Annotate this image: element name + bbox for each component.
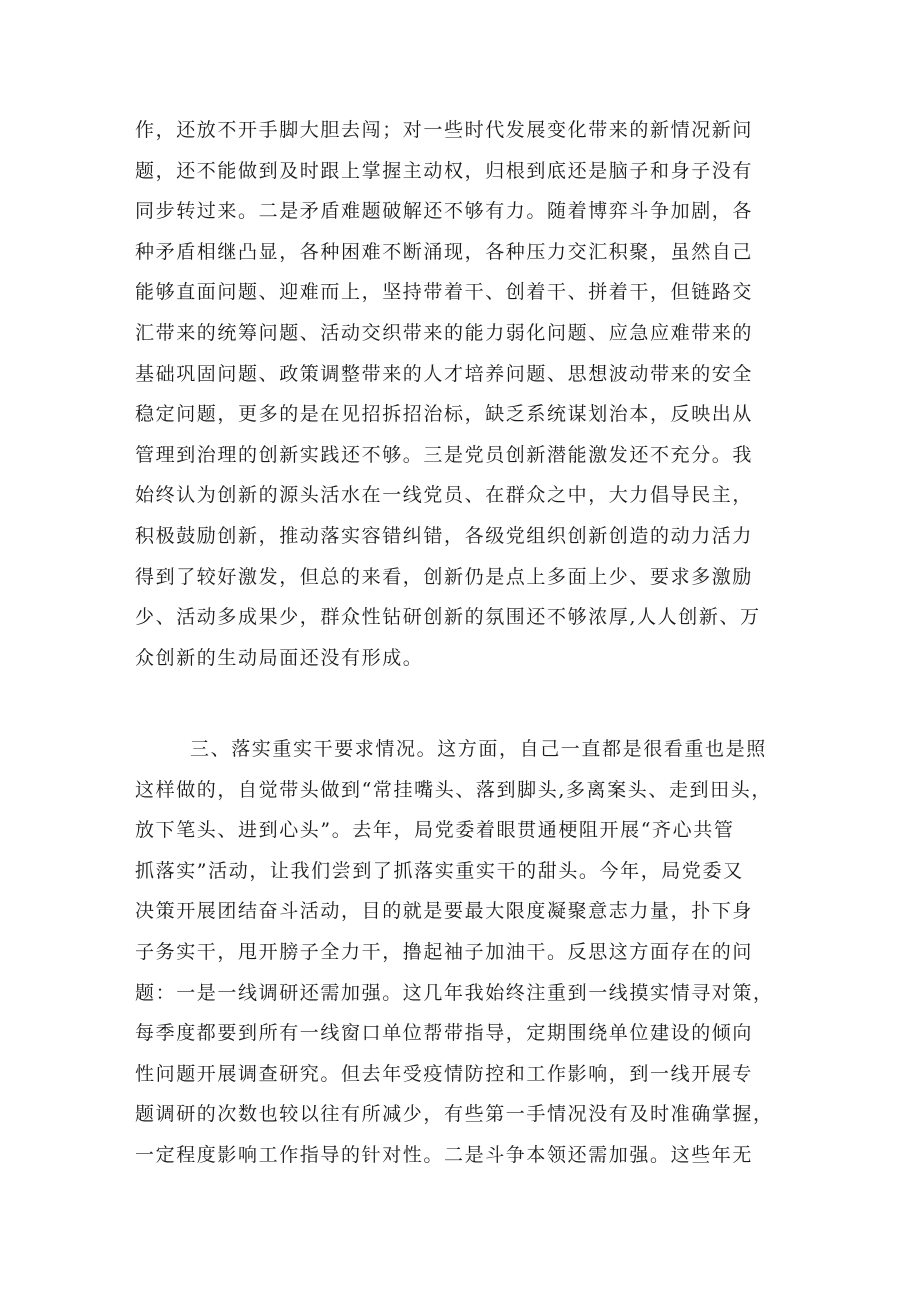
- text-line: 能够直面问题、迎难而上，坚持带着干、创着干、拼着干，但链路交: [135, 281, 754, 304]
- text-line: 决策开展团结奋斗活动，目的就是要最大限度凝聚意志力量，扑下身: [135, 900, 754, 923]
- text-line: 作，还放不开手脚大胆去闯；对一些时代发展变化带来的新情况新问: [135, 119, 754, 141]
- text-line: 性问题开展调查研究。但去年受疫情防控和工作影响，到一线开展专: [135, 1062, 754, 1085]
- text-line: 少、活动多成果少，群众性钻研创新的氛围还不够浓厚,人人创新、万: [135, 606, 761, 629]
- text-line: 积极鼓励创新，推动落实容错纠错，各级党组织创新创造的动力活力: [135, 525, 754, 547]
- text-line: 种矛盾相继凸显，各种困难不断涌现，各种压力交汇积聚，虽然自己: [135, 240, 754, 263]
- text-line: 众创新的生动局面还没有形成。: [135, 646, 424, 669]
- text-line: 题，还不能做到及时跟上掌握主动权，归根到底还是脑子和身子没有: [135, 159, 754, 182]
- text-line: 题调研的次数也较以往有所减少，有些第一手情况没有及时准确掌握，: [135, 1103, 774, 1126]
- text-line: 同步转过来。二是矛盾难题破解还不够有力。随着博弈斗争加剧，各: [135, 200, 754, 223]
- text-line: 管理到治理的创新实践还不够。三是党员创新潜能激发还不充分。我: [135, 443, 754, 466]
- text-line: 每季度都要到所有一线窗口单位帮带指导，定期围绕单位建设的倾向: [135, 1022, 754, 1045]
- text-line: 放下笔头、进到心头”。去年，局党委着眼贯通梗阻开展“齐心共管: [135, 819, 735, 842]
- text-line: 这样做的，自觉带头做到“常挂嘴头、落到脚头,多离案头、走到田头，: [135, 778, 772, 801]
- text-line: 始终认为创新的源头活水在一线党员、在群众之中，大力倡导民主，: [135, 484, 754, 507]
- text-line: 一定程度影响工作指导的针对性。二是斗争本领还需加强。这些年无: [135, 1144, 754, 1166]
- text-line: 汇带来的统筹问题、活动交织带来的能力弱化问题、应急应难带来的: [135, 322, 754, 344]
- text-line: 子务实干，甩开膀子全力干，撸起袖子加油干。反思这方面存在的问: [135, 941, 754, 963]
- text-line: 抓落实”活动，让我们尝到了抓落实重实干的甜头。今年，局党委又: [135, 859, 744, 882]
- text-line: 得到了较好激发，但总的来看，创新仍是点上多面上少、要求多激励: [135, 565, 754, 588]
- text-line: 稳定问题，更多的是在见招拆招治标，缺乏系统谋划治本，反映出从: [135, 403, 754, 426]
- text-line: 基础巩固问题、政策调整带来的人才培养问题、思想波动带来的安全: [135, 362, 754, 385]
- text-line: 题：一是一线调研还需加强。这几年我始终注重到一线摸实情寻对策，: [135, 981, 774, 1004]
- text-line: 三、落实重实干要求情况。这方面，自己一直都是很看重也是照: [190, 738, 767, 760]
